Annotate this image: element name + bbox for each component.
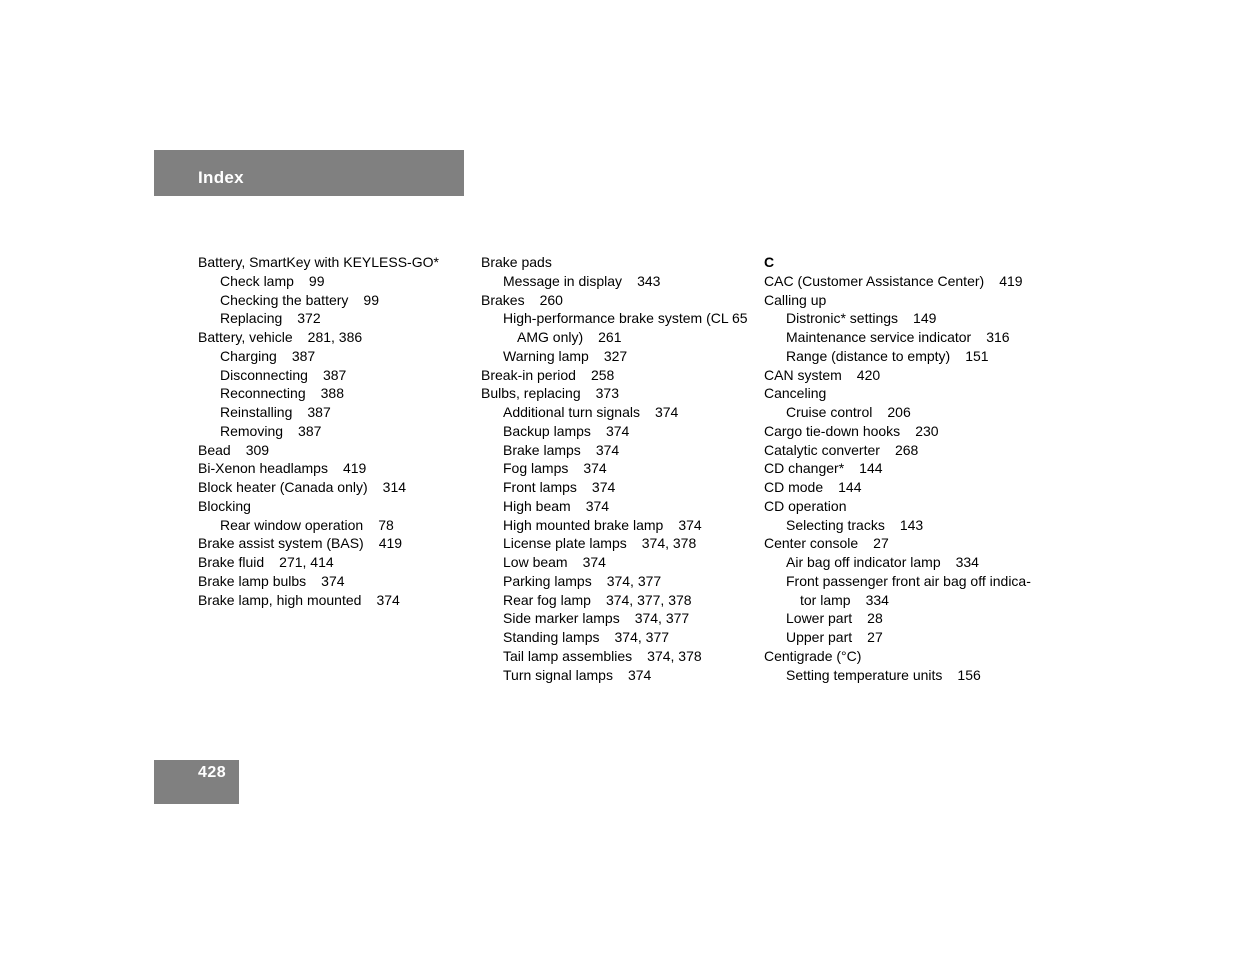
- index-entry-pages: 144: [838, 479, 862, 495]
- index-entry-pages: 374, 378: [641, 535, 697, 552]
- index-entry-pages: 309: [245, 441, 270, 458]
- index-entry-pages: 374, 377: [606, 572, 662, 589]
- index-entry-pages: 419: [378, 535, 403, 552]
- index-entry-pages: 374: [583, 460, 607, 477]
- index-entry: [481, 534, 756, 553]
- index-entry-term: Tail lamp assemblies: [503, 647, 633, 664]
- index-entry-pages: 27: [873, 535, 889, 552]
- index-entry-pages: 268: [894, 441, 919, 458]
- index-entry-term: Checking the battery: [220, 291, 349, 308]
- index-entry-term: Setting temperature units: [786, 666, 943, 683]
- index-entry-pages: 374: [627, 666, 652, 683]
- index-entry: [764, 572, 1039, 610]
- index-entry: [764, 666, 1039, 685]
- index-entry-pages: 151: [965, 347, 989, 364]
- index-entry-term: Rear window operation: [220, 516, 364, 533]
- index-entry-pages: 334: [955, 554, 979, 570]
- index-entry-term: Blocking: [198, 497, 251, 514]
- index-entry: [764, 291, 1039, 310]
- index-entry-pages: 281, 386: [307, 329, 363, 345]
- index-entry: [198, 403, 473, 422]
- index-entry-pages: 99: [363, 291, 379, 308]
- index-entry: [198, 422, 473, 441]
- index-entry-term: Battery, SmartKey with KEYLESS-GO*: [198, 254, 439, 270]
- index-entry-term: Selecting tracks: [786, 516, 885, 533]
- index-entry: [198, 347, 473, 366]
- index-entry-pages: 374, 378: [647, 647, 702, 664]
- index-entry-term: Fog lamps: [503, 460, 569, 477]
- index-entry: [764, 384, 1039, 403]
- page-number-box: [154, 760, 239, 804]
- index-entry-pages: 149: [913, 310, 937, 327]
- index-entry-term: Cargo tie-down hooks: [764, 422, 901, 439]
- index-entry-term: Block heater (Canada only): [198, 479, 368, 495]
- index-entry-pages: 28: [867, 610, 883, 627]
- index-entry-term: Parking lamps: [503, 572, 592, 589]
- index-entry-term: Distronic* settings: [786, 310, 899, 327]
- index-entry: [198, 516, 473, 535]
- index-entry: [481, 609, 756, 628]
- index-entry-pages: 99: [308, 272, 325, 289]
- index-entry-term: C: [764, 254, 775, 270]
- index-entry: [764, 272, 1039, 291]
- index-entry-pages: 374: [605, 422, 630, 439]
- index-entry-term: Disconnecting: [220, 366, 308, 383]
- index-entry: [481, 347, 756, 366]
- index-entry-term: Lower part: [786, 610, 853, 627]
- index-entry-pages: 144: [859, 460, 883, 477]
- index-entry-pages: 327: [603, 347, 628, 364]
- index-entry-pages: 374: [376, 591, 400, 608]
- index-entry: [198, 384, 473, 403]
- index-entry: [481, 309, 756, 347]
- index-entry: [198, 328, 473, 347]
- index-entry: [198, 272, 473, 291]
- index-entry-pages: 374: [591, 479, 616, 495]
- index-entry: [764, 422, 1039, 441]
- index-entry-pages: 206: [887, 404, 911, 420]
- index-entry-pages: 388: [320, 385, 344, 402]
- index-entry-term: CD changer*: [764, 460, 845, 477]
- index-entry-term: High beam: [503, 497, 571, 514]
- index-entry-term: Front lamps: [503, 479, 577, 495]
- index-entry: [764, 309, 1039, 328]
- index-entry: [481, 516, 756, 535]
- index-entry-term: Brake lamp, high mounted: [198, 591, 362, 608]
- index-entry-pages: 374: [585, 497, 610, 514]
- index-entry: [481, 628, 756, 647]
- index-entry-term: Bulbs, replacing: [481, 385, 581, 402]
- index-entry: [764, 366, 1039, 385]
- index-entry-term: Standing lamps: [503, 629, 600, 645]
- index-entry: [198, 553, 473, 572]
- index-entry-pages: 343: [637, 272, 661, 289]
- index-entry-pages: 374: [678, 516, 702, 533]
- index-entry-term: Low beam: [503, 554, 568, 570]
- index-entry-pages: 374, 377, 378: [605, 591, 692, 608]
- index-entry: [481, 478, 756, 497]
- index-entry: [481, 366, 756, 385]
- index-entry-term: CAC (Customer Assistance Center): [764, 272, 985, 289]
- index-entry: [481, 666, 756, 685]
- index-entry-pages: 387: [322, 366, 347, 383]
- section-title: Index: [198, 168, 244, 187]
- index-entry-term: License plate lamps: [503, 535, 627, 552]
- index-entry-term: Brake assist system (BAS): [198, 535, 364, 552]
- index-entry-pages: 258: [590, 366, 615, 383]
- page-number: 428: [198, 764, 227, 781]
- index-entry: [764, 328, 1039, 347]
- index-entry-pages: 334: [865, 591, 889, 608]
- index-entry: [198, 291, 473, 310]
- index-entry: [481, 253, 756, 272]
- index-column-1: [198, 253, 473, 609]
- index-entry: [764, 609, 1039, 628]
- index-entry-term: Message in display: [503, 272, 623, 289]
- index-entry-term: CAN system: [764, 366, 842, 383]
- index-entry: [481, 384, 756, 403]
- index-entry-term: Additional turn signals: [503, 404, 640, 420]
- index-entry: [198, 572, 473, 591]
- index-entry-term: Maintenance service indicator: [786, 329, 972, 345]
- index-entry: [764, 497, 1039, 516]
- index-entry-term: Reconnecting: [220, 385, 306, 402]
- index-entry: [481, 553, 756, 572]
- index-entry-pages: 261: [598, 329, 622, 345]
- index-entry: [198, 459, 473, 478]
- index-entry-pages: 374, 377: [634, 610, 690, 627]
- index-entry-pages: 374: [654, 404, 679, 420]
- index-entry-term: Front passenger front air bag off indica-tor lamp: [786, 572, 1031, 608]
- index-entry-term: High mounted brake lamp: [503, 516, 664, 533]
- index-entry: [198, 497, 473, 516]
- index-entry-term: Brake fluid: [198, 554, 265, 570]
- index-entry-term: Air bag off indicator lamp: [786, 554, 941, 570]
- index-entry-term: Backup lamps: [503, 422, 591, 439]
- index-entry: [198, 366, 473, 385]
- index-entry-term: Center console: [764, 535, 859, 552]
- index-entry-term: Removing: [220, 422, 284, 439]
- index-entry-term: Cruise control: [786, 404, 873, 420]
- index-entry-term: Replacing: [220, 310, 283, 327]
- index-entry-pages: 373: [595, 385, 619, 402]
- index-entry: [481, 422, 756, 441]
- index-entry-term: Brake lamp bulbs: [198, 572, 307, 589]
- index-entry: [764, 347, 1039, 366]
- index-entry-term: Brake pads: [481, 254, 552, 270]
- index-entry-pages: 271, 414: [279, 554, 334, 570]
- index-entry-term: High-performance brake system (CL 65 AMG only): [503, 310, 748, 345]
- index-column-3: [764, 253, 1039, 684]
- index-entry-pages: 387: [307, 404, 331, 420]
- index-entry-term: Calling up: [764, 291, 827, 308]
- index-entry-term: Bi-Xenon headlamps: [198, 460, 328, 477]
- index-entry-pages: 374: [321, 572, 345, 589]
- index-entry-term: Brake lamps: [503, 441, 581, 458]
- index-entry-pages: 372: [297, 310, 321, 327]
- index-entry-pages: 419: [342, 460, 367, 477]
- index-entry: [481, 403, 756, 422]
- index-entry: [198, 591, 473, 610]
- index-entry-term: Break-in period: [481, 366, 576, 383]
- index-entry-term: Rear fog lamp: [503, 591, 591, 608]
- index-entry-pages: 314: [382, 479, 407, 495]
- index-entry: [198, 534, 473, 553]
- index-entry: [481, 497, 756, 516]
- index-entry: [481, 647, 756, 666]
- index-entry: [764, 553, 1039, 572]
- index-entry-term: Turn signal lamps: [503, 666, 613, 683]
- index-entry-term: Brakes: [481, 291, 525, 308]
- section-header-bar: [154, 150, 464, 196]
- index-entry: [198, 253, 473, 272]
- index-entry: [198, 478, 473, 497]
- index-column-2: [481, 253, 756, 684]
- index-entry: [764, 441, 1039, 460]
- index-entry-pages: 78: [378, 516, 394, 533]
- index-entry-term: Side marker lamps: [503, 610, 620, 627]
- index-entry-pages: 387: [298, 422, 322, 439]
- index-entry-pages: 374, 377: [614, 629, 670, 645]
- index-entry: [764, 403, 1039, 422]
- index-entry: [481, 441, 756, 460]
- index-letter-heading: [764, 253, 1039, 272]
- index-entry-pages: 143: [899, 516, 924, 533]
- index-entry: [481, 459, 756, 478]
- index-entry: [764, 647, 1039, 666]
- index-entry-pages: 419: [999, 272, 1023, 289]
- index-entry-term: Reinstalling: [220, 404, 293, 420]
- index-entry: [764, 459, 1039, 478]
- index-entry: [764, 478, 1039, 497]
- index-entry-pages: 230: [915, 422, 939, 439]
- index-entry-pages: 420: [856, 366, 881, 383]
- index-entry: [198, 441, 473, 460]
- index-entry: [481, 272, 756, 291]
- index-entry-term: CD operation: [764, 497, 847, 514]
- index-entry: [764, 534, 1039, 553]
- index-entry-term: Range (distance to empty): [786, 347, 951, 364]
- index-entry: [198, 309, 473, 328]
- index-entry-term: Centigrade (°C): [764, 647, 862, 664]
- index-entry-pages: 374: [595, 441, 620, 458]
- index-entry: [481, 291, 756, 310]
- index-entry-pages: 374: [582, 554, 606, 570]
- index-entry: [764, 516, 1039, 535]
- index-entry-pages: 387: [291, 347, 316, 364]
- index-entry-term: Canceling: [764, 385, 827, 402]
- index-entry-term: Charging: [220, 347, 277, 364]
- index-entry-term: Warning lamp: [503, 347, 589, 364]
- index-entry-term: Check lamp: [220, 272, 294, 289]
- index-entry-pages: 156: [957, 666, 981, 683]
- index-entry-term: Catalytic converter: [764, 441, 880, 458]
- index-entry-term: Bead: [198, 441, 231, 458]
- index-entry: [481, 572, 756, 591]
- index-entry: [481, 591, 756, 610]
- index-entry: [764, 628, 1039, 647]
- index-entry-pages: 27: [867, 629, 883, 645]
- index-entry-term: Battery, vehicle: [198, 329, 293, 345]
- index-entry-term: CD mode: [764, 479, 824, 495]
- index-entry-pages: 316: [986, 329, 1010, 345]
- index-entry-term: Upper part: [786, 629, 853, 645]
- index-entry-pages: 260: [539, 291, 563, 308]
